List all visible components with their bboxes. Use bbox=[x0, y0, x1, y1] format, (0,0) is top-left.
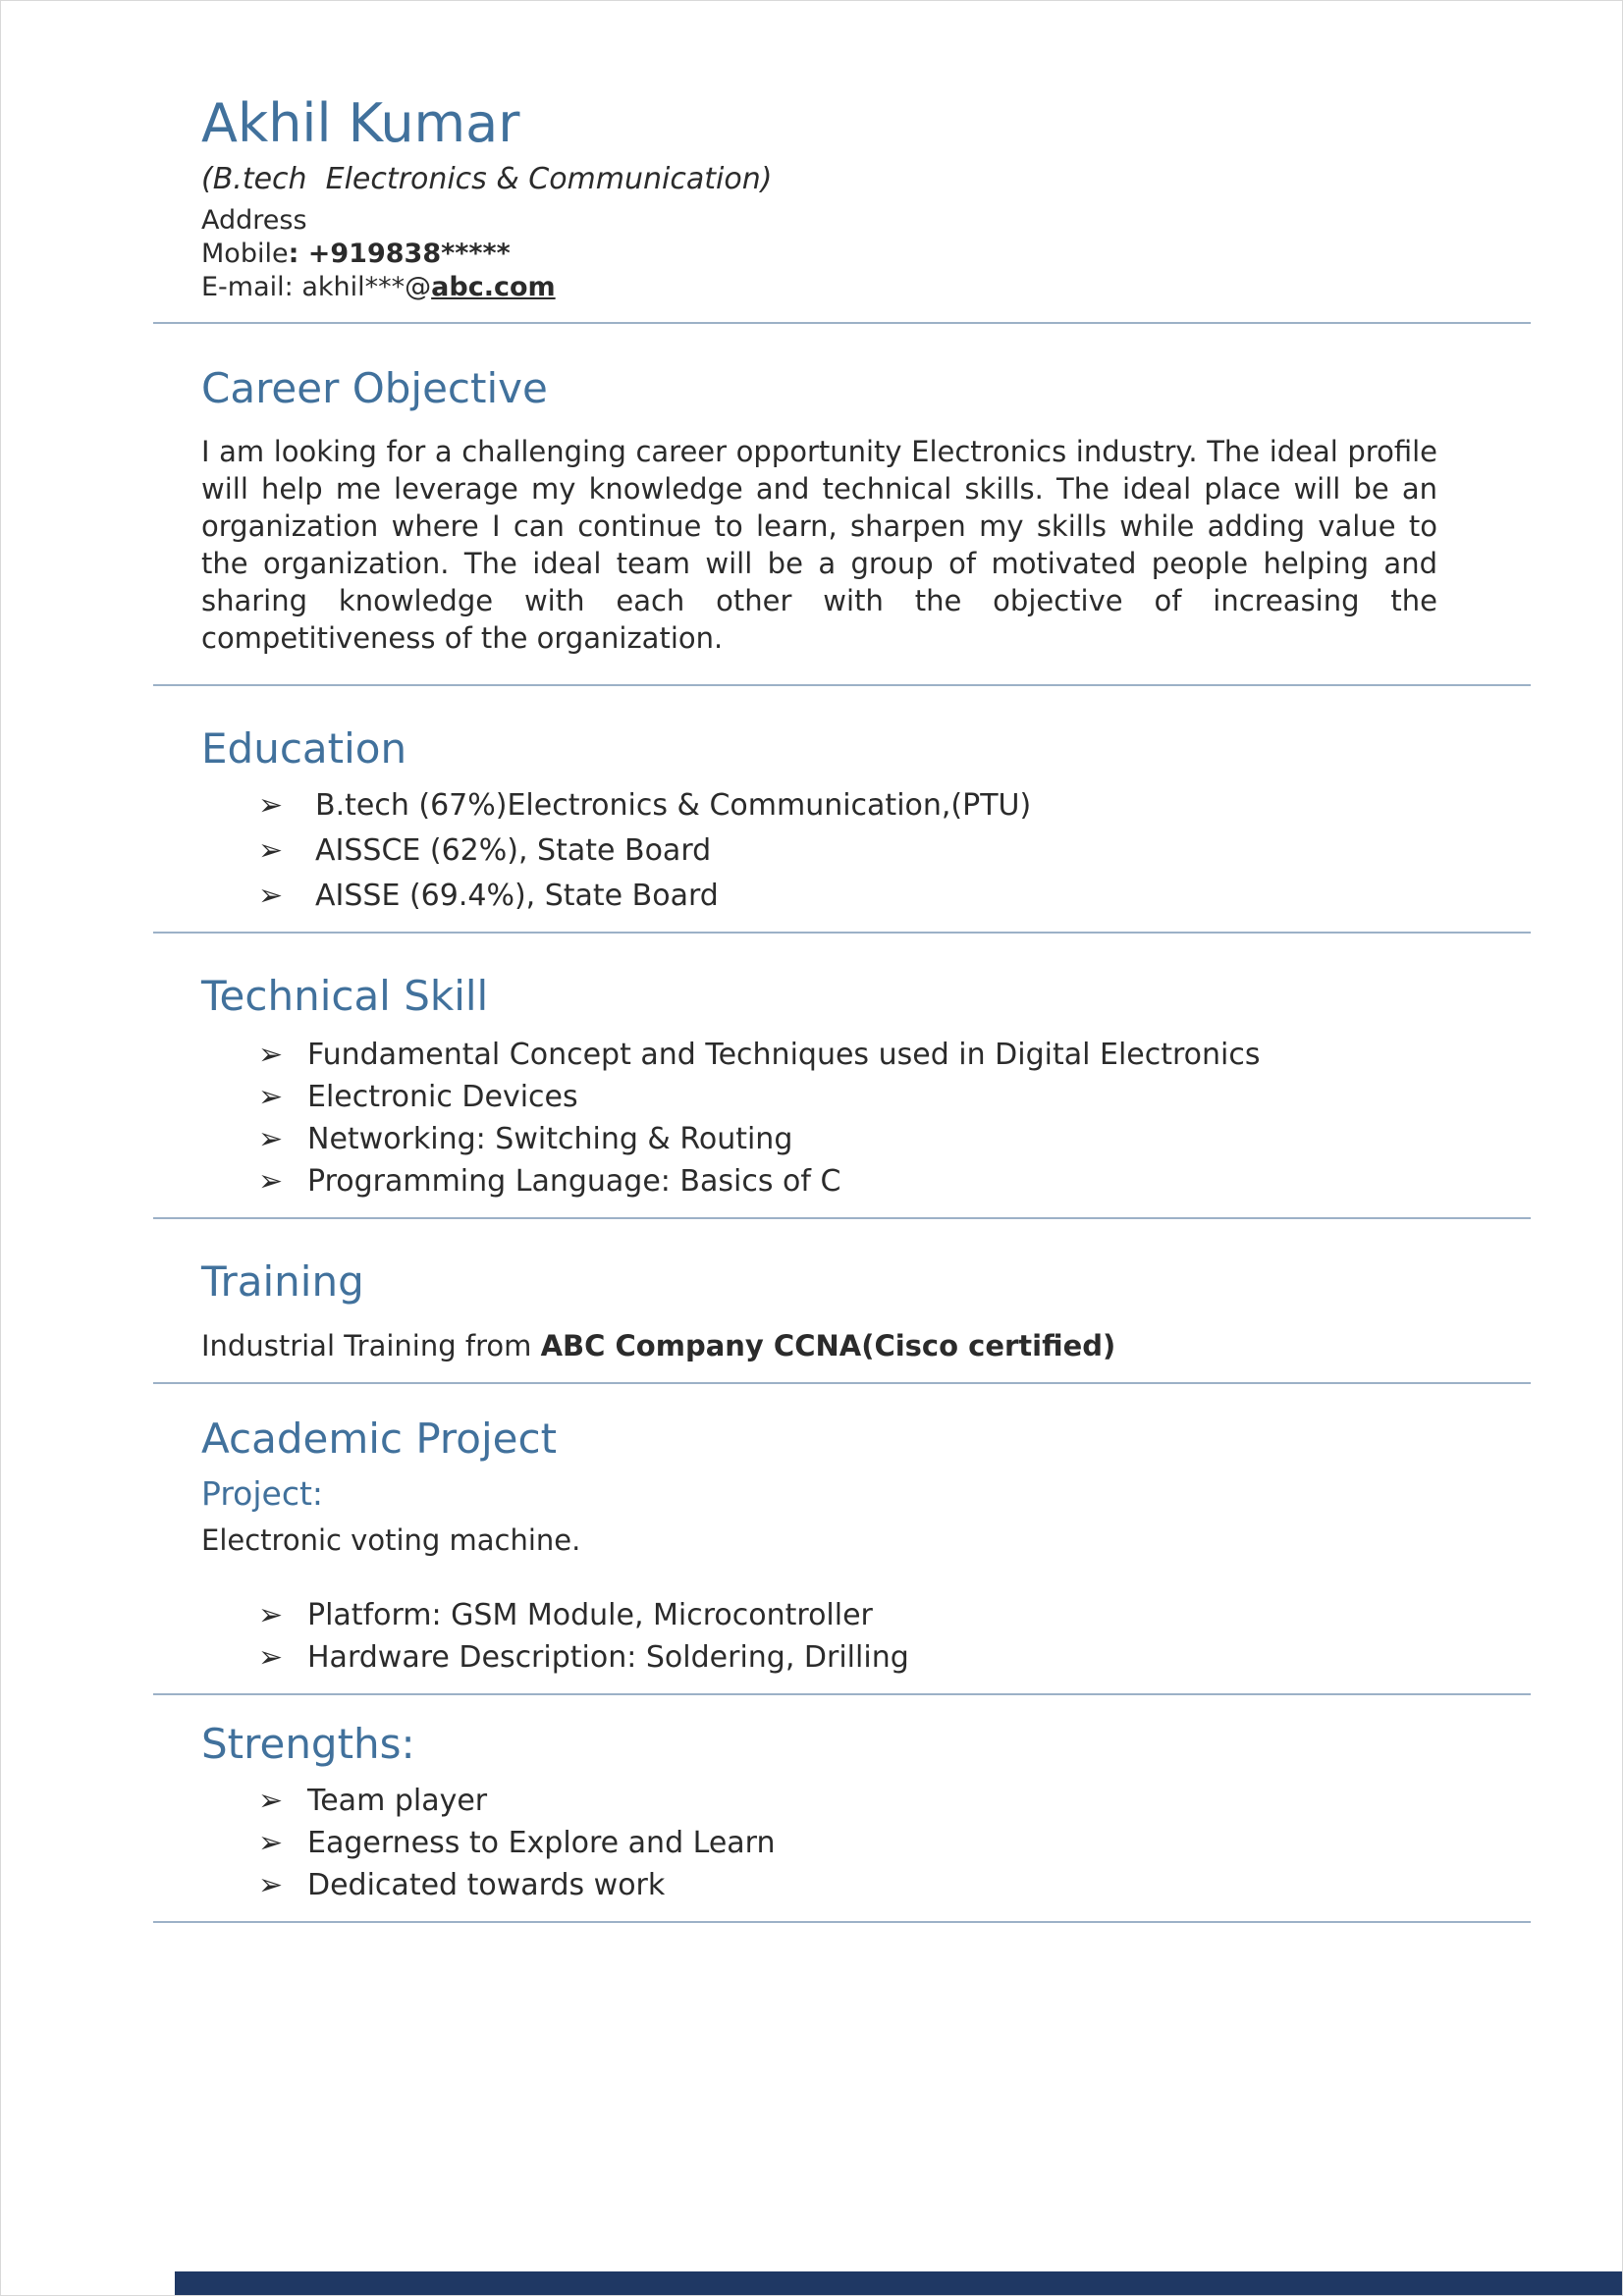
training-text-prefix: Industrial Training from bbox=[201, 1328, 541, 1362]
arrow-bullet-icon: ➢ bbox=[258, 1164, 284, 1200]
divider-after-training bbox=[153, 1382, 1531, 1384]
arrow-bullet-icon: ➢ bbox=[258, 832, 284, 868]
divider-after-career-objective bbox=[153, 684, 1531, 686]
technical-skill-list-item-text: Electronic Devices bbox=[307, 1080, 578, 1115]
section-career-objective bbox=[201, 365, 1437, 656]
career-objective-title: Career Objective bbox=[201, 364, 548, 413]
address-line: Address bbox=[201, 205, 307, 237]
academic-project-list-item-text: Hardware Description: Soldering, Drilling bbox=[307, 1639, 909, 1675]
technical-skill-list-item-text: Networking: Switching & Routing bbox=[307, 1122, 793, 1157]
technical-skill-list-item-text: Fundamental Concept and Techniques used in Digital Electronics bbox=[307, 1038, 1261, 1073]
divider-after-technical-skill bbox=[153, 1217, 1531, 1219]
arrow-bullet-icon: ➢ bbox=[258, 1122, 284, 1157]
arrow-bullet-icon: ➢ bbox=[258, 1826, 284, 1861]
academic-project-list bbox=[201, 1598, 1437, 1676]
email-line bbox=[201, 271, 1437, 304]
arrow-bullet-icon: ➢ bbox=[258, 1639, 284, 1675]
education-list bbox=[201, 788, 1437, 914]
resume-header bbox=[201, 94, 1437, 304]
academic-project-list-item bbox=[258, 1598, 1437, 1633]
academic-project-title: Academic Project bbox=[201, 1414, 558, 1463]
mobile-label: Mobile bbox=[201, 239, 289, 270]
strengths-list-item bbox=[258, 1868, 1437, 1903]
technical-skill-list-item bbox=[258, 1122, 1437, 1157]
mobile-number: : +919838***** bbox=[288, 239, 511, 270]
education-list-item bbox=[258, 833, 1437, 869]
arrow-bullet-icon: ➢ bbox=[258, 1868, 284, 1903]
section-academic-project bbox=[201, 1415, 1437, 1676]
section-education bbox=[201, 725, 1437, 914]
section-technical-skill bbox=[201, 973, 1437, 1200]
training-text bbox=[201, 1328, 1437, 1364]
arrow-bullet-icon: ➢ bbox=[258, 1080, 284, 1115]
email-domain-link[interactable]: abc.com bbox=[431, 272, 556, 303]
divider-after-academic-project bbox=[153, 1693, 1531, 1695]
arrow-bullet-icon: ➢ bbox=[258, 1784, 284, 1819]
arrow-bullet-icon: ➢ bbox=[258, 787, 284, 823]
degree-line: (B.tech Electronics & Communication) bbox=[201, 162, 773, 197]
academic-project-list-item bbox=[258, 1640, 1437, 1676]
arrow-bullet-icon: ➢ bbox=[258, 1597, 284, 1632]
divider-after-strengths bbox=[153, 1921, 1531, 1923]
technical-skill-title: Technical Skill bbox=[201, 971, 489, 1020]
training-title: Training bbox=[201, 1257, 364, 1307]
academic-project-list-item-text: Platform: GSM Module, Microcontroller bbox=[307, 1597, 873, 1632]
strengths-list-item-text: Eagerness to Explore and Learn bbox=[307, 1826, 776, 1861]
section-strengths bbox=[201, 1721, 1437, 1903]
strengths-list-item bbox=[258, 1784, 1437, 1819]
education-list-item-text: B.tech (67%)Electronics & Communication,(PTU) bbox=[315, 787, 1032, 823]
section-training bbox=[201, 1258, 1437, 1363]
strengths-list bbox=[201, 1784, 1437, 1903]
technical-skill-list bbox=[201, 1038, 1437, 1200]
technical-skill-list-item-text: Programming Language: Basics of C bbox=[307, 1164, 841, 1200]
divider-after-education bbox=[153, 932, 1531, 934]
arrow-bullet-icon: ➢ bbox=[258, 878, 284, 913]
technical-skill-list-item bbox=[258, 1080, 1437, 1115]
project-name: Electronic voting machine. bbox=[201, 1522, 581, 1557]
divider-after-header bbox=[153, 322, 1531, 324]
technical-skill-list-item bbox=[258, 1038, 1437, 1073]
email-prefix: E-mail: akhil***@ bbox=[201, 272, 432, 303]
training-text-bold: ABC Company CCNA(Cisco certified) bbox=[540, 1328, 1116, 1362]
strengths-list-item-text: Team player bbox=[307, 1784, 488, 1819]
candidate-name: Akhil Kumar bbox=[201, 92, 520, 154]
education-list-item-text: AISSCE (62%), State Board bbox=[315, 832, 712, 868]
mobile-line bbox=[201, 238, 1437, 271]
education-list-item bbox=[258, 788, 1437, 824]
technical-skill-list-item bbox=[258, 1164, 1437, 1200]
strengths-title: Strengths: bbox=[201, 1719, 415, 1768]
career-objective-text: I am looking for a challenging career opportunity Electronics industry. The ideal profile will help me leverage my knowledge and technical skills. The ideal place will be an organization where I can continue to learn, sharpen my skills while adding value to the organization. The ideal team will be a group of motivated people helping and sharing knowledge with each other with the objective of increasing the competitiveness of the organization. bbox=[201, 434, 1437, 655]
education-list-item-text: AISSE (69.4%), State Board bbox=[315, 878, 719, 913]
project-subtitle: Project: bbox=[201, 1473, 324, 1513]
arrow-bullet-icon: ➢ bbox=[258, 1038, 284, 1073]
education-list-item bbox=[258, 879, 1437, 914]
strengths-list-item bbox=[258, 1826, 1437, 1861]
strengths-list-item-text: Dedicated towards work bbox=[307, 1868, 666, 1903]
education-title: Education bbox=[201, 723, 407, 773]
footer-accent-bar bbox=[175, 2271, 1622, 2295]
